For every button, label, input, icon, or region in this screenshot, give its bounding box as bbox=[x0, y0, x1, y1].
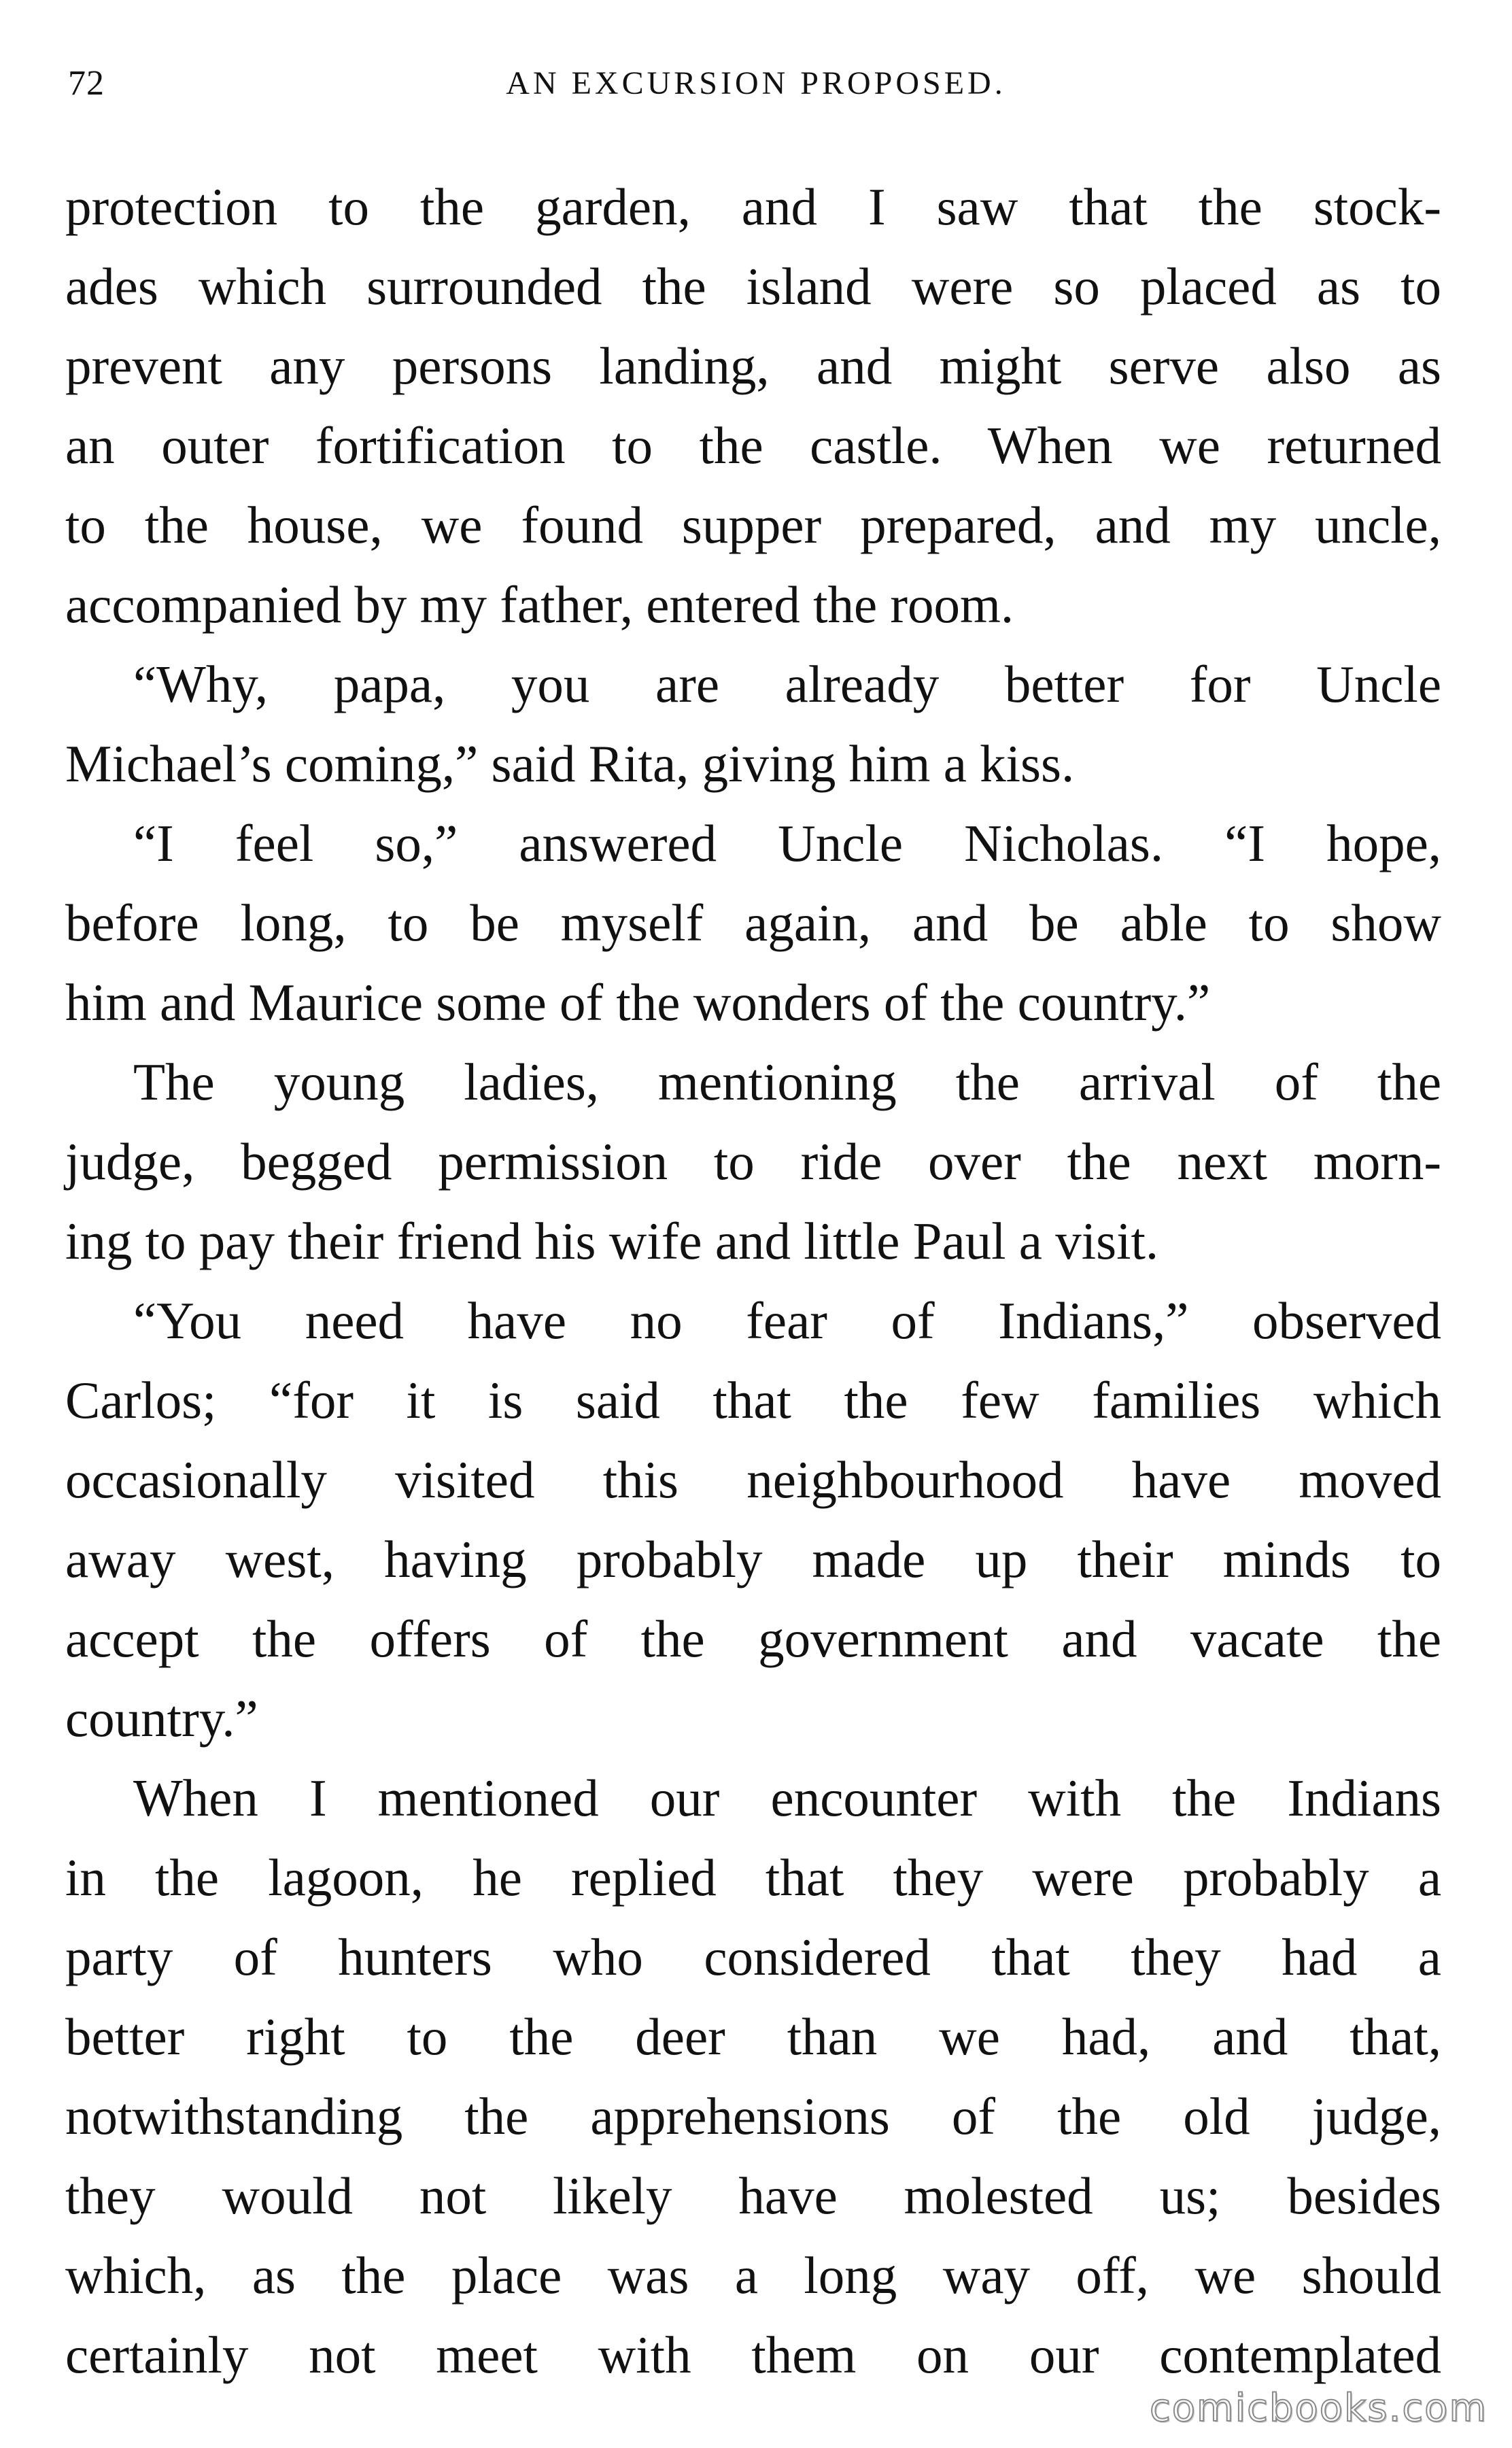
text-line: they would not likely have molested us; besides bbox=[65, 2166, 1441, 2225]
text-line: an outer fortification to the castle. When we returned bbox=[65, 416, 1441, 475]
text-line: away west, having probably made up their minds to bbox=[65, 1530, 1441, 1588]
text-line: prevent any persons landing, and might serve also as bbox=[65, 337, 1441, 395]
text-line: judge, begged permission to ride over the next morn- bbox=[65, 1132, 1441, 1191]
text-line: occasionally visited this neighbourhood have moved bbox=[65, 1450, 1441, 1509]
text-line: Carlos; “for it is said that the few families which bbox=[65, 1371, 1441, 1429]
text-line: Michael’s coming,” said Rita, giving him a kiss. bbox=[65, 734, 1075, 793]
text-line: “You need have no fear of Indians,” observed bbox=[133, 1291, 1441, 1350]
watermark: comicbooks.com bbox=[1149, 2386, 1488, 2430]
text-line: “I feel so,” answered Uncle Nicholas. “I hope, bbox=[133, 814, 1441, 872]
text-line: ing to pay their friend his wife and little Paul a visit. bbox=[65, 1212, 1159, 1270]
text-line: in the lagoon, he replied that they were probably a bbox=[65, 1848, 1441, 1907]
page-number: 72 bbox=[68, 64, 105, 103]
text-line: to the house, we found supper prepared, and my uncle, bbox=[65, 496, 1441, 554]
text-line: better right to the deer than we had, and that, bbox=[65, 2007, 1441, 2066]
text-line: party of hunters who considered that they had a bbox=[65, 1928, 1441, 1986]
text-line: ades which surrounded the island were so placed as to bbox=[65, 257, 1441, 316]
running-head bbox=[68, 60, 1444, 107]
text-line: protection to the garden, and I saw that the stock- bbox=[65, 177, 1441, 236]
chapter-heading: AN EXCURSION PROPOSED. bbox=[506, 65, 1006, 101]
text-line: “Why, papa, you are already better for Uncle bbox=[133, 655, 1441, 713]
body-text bbox=[65, 167, 1441, 2395]
text-line: him and Maurice some of the wonders of the country.” bbox=[65, 973, 1211, 1032]
text-line: accept the offers of the government and vacate the bbox=[65, 1610, 1441, 1668]
text-line: The young ladies, mentioning the arrival of the bbox=[133, 1053, 1441, 1111]
text-line: country.” bbox=[65, 1689, 258, 1748]
text-line: before long, to be myself again, and be able to show bbox=[65, 894, 1441, 952]
text-line: certainly not meet with them on our contemplated bbox=[65, 2326, 1441, 2384]
text-line: which, as the place was a long way off, we should bbox=[65, 2246, 1441, 2305]
text-line: When I mentioned our encounter with the Indians bbox=[133, 1769, 1441, 1827]
text-line: notwithstanding the apprehensions of the old judge, bbox=[65, 2087, 1441, 2145]
text-line: accompanied by my father, entered the room. bbox=[65, 575, 1014, 634]
